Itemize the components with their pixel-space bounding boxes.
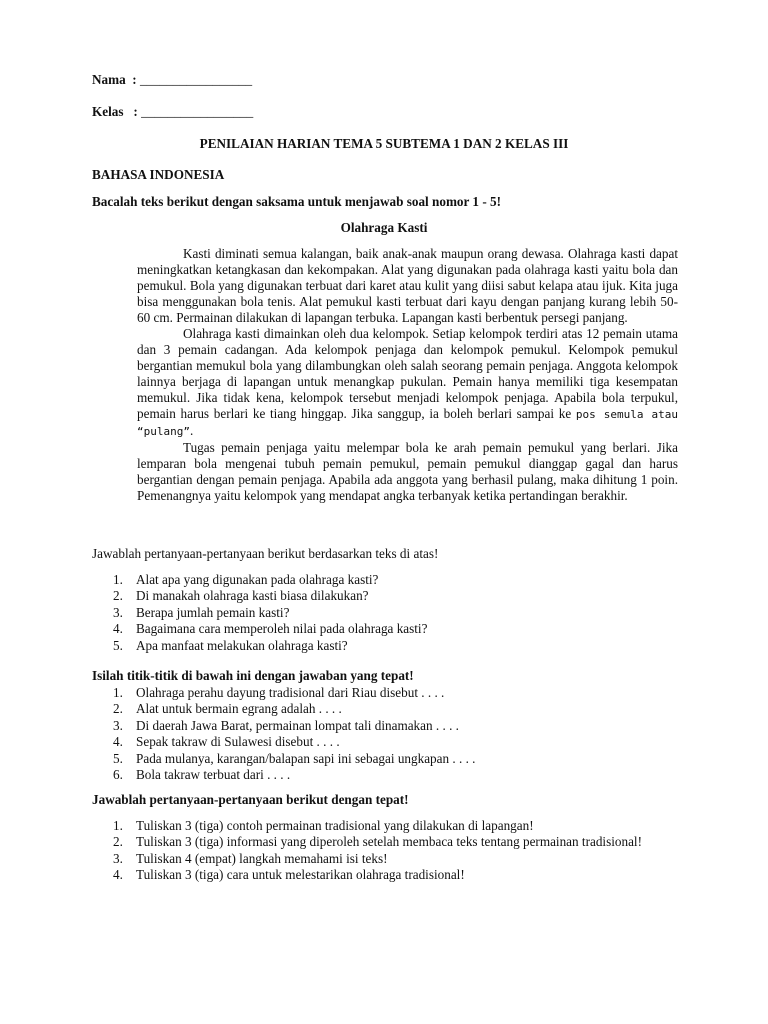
section2-instruction: Isilah titik-titik di bawah ini dengan jawaban yang tepat! — [92, 668, 414, 683]
nama-blank[interactable]: _________________ — [140, 72, 253, 87]
list-item — [113, 605, 653, 621]
story-paragraph-2-end: . — [189, 423, 194, 438]
list-item-number: 1. — [113, 685, 123, 700]
list-item — [113, 638, 653, 654]
story-paragraph-3: Tugas pemain penjaga yaitu melempar bola ke arah pemain pemukul yang berlari. Jika lemparan bola mengenai tubuh pemain pemukul, pemain pemukul dianggap gagal dan harus bergantian dengan pemain penjaga. Apabila ada anggota yang berhasil pulang, maka dihitung 1 poin. Pemenangnya yaitu kelompok yang mendapat angka terbanyak ketika pertandingan berakhir. — [137, 440, 678, 503]
kelas-label: Kelas — [92, 104, 124, 119]
list-item-text: Bola takraw terbuat dari . . . . — [136, 766, 291, 782]
list-item — [113, 701, 653, 717]
section3-list — [113, 818, 653, 884]
list-item-number: 4. — [113, 867, 123, 883]
list-item-text: Tuliskan 3 (tiga) cara untuk melestarikan olahraga tradisional! — [136, 867, 465, 883]
list-item-text: Alat apa yang digunakan pada olahraga kasti? — [136, 572, 379, 587]
list-item — [113, 834, 653, 850]
story-paragraph-1: Kasti diminati semua kalangan, baik anak-anak maupun orang dewasa. Olahraga kasti dapat meningkatkan ketangkasan dan kekompakan. Alat yang digunakan pada olahraga kasti yaitu bola dan pemukul. Bola yang digunakan terbuat dari karet atau kulit yang diisi sabut kelapa atau ijuk. Kita juga bisa menggunakan bola tenis. Alat pemukul kasti terbuat dari kayu dengan panjang kurang lebih 50-60 cm. Permainan dilakukan di lapangan terbuka. Lapangan kasti berbentuk persegi panjang. — [137, 246, 678, 325]
list-item-number: 1. — [113, 572, 123, 587]
kelas-blank[interactable]: _________________ — [141, 104, 254, 119]
list-item — [113, 767, 653, 783]
kelas-field[interactable] — [92, 104, 253, 120]
story-paragraph-2-main: Olahraga kasti dimainkan oleh dua kelompok. Setiap kelompok terdiri atas 12 pemain utama dan 3 pemain cadangan. Ada kelompok penjaga dan kelompok pemukul. Kelompok pemukul bergantian memukul bola yang dilambungkan oleh salah seorang pemain penjaga. Anggota kelompok lainnya berjaga di lapangan untuk menangkap pukulan. Pemain hanya memiliki tiga kesempatan memukul. Jika tidak kena, kelompok tersebut menjadi kelompok penjaga. Apabila bola terpukul, pemain harus berlari ke tiang hinggap. Jika sanggup, ia boleh berlari sampai ke — [137, 326, 678, 421]
list-item-number: 1. — [113, 818, 123, 833]
list-item-text: Tuliskan 3 (tiga) informasi yang diperoleh setelah membaca teks tentang permainan tradisional! — [136, 834, 642, 850]
section1-list — [113, 572, 653, 654]
section3-instruction: Jawablah pertanyaan-pertanyaan berikut dengan tepat! — [92, 792, 409, 807]
list-item-number: 3. — [113, 717, 123, 733]
list-item — [113, 621, 653, 637]
story-paragraph-2-mono: pos semula atau “pulang” — [137, 408, 678, 438]
list-item-text: Tuliskan 4 (empat) langkah memahami isi teks! — [136, 850, 388, 866]
list-item-number: 4. — [113, 734, 123, 750]
list-item-number: 6. — [113, 766, 123, 782]
reading-instruction: Bacalah teks berikut dengan saksama untuk menjawab soal nomor 1 - 5! — [92, 194, 501, 209]
kelas-separator: : — [133, 104, 138, 119]
list-item-text: Berapa jumlah pemain kasti? — [136, 604, 290, 620]
list-item-text: Olahraga perahu dayung tradisional dari Riau disebut . . . . — [136, 685, 445, 700]
list-item-number: 5. — [113, 750, 123, 766]
list-item-text: Pada mulanya, karangan/balapan sapi ini sebagai ungkapan . . . . — [136, 750, 476, 766]
list-item-text: Alat untuk bermain egrang adalah . . . . — [136, 701, 342, 717]
list-item-text: Di manakah olahraga kasti biasa dilakukan? — [136, 588, 369, 604]
story-passage — [137, 246, 678, 504]
list-item-number: 2. — [113, 588, 123, 604]
list-item — [113, 572, 653, 588]
list-item-text: Bagaimana cara memperoleh nilai pada olahraga kasti? — [136, 621, 428, 637]
list-item — [113, 751, 653, 767]
nama-label: Nama — [92, 72, 126, 87]
list-item-number: 3. — [113, 850, 123, 866]
list-item — [113, 718, 653, 734]
list-item — [113, 867, 653, 883]
section2-list — [113, 685, 653, 783]
list-item — [113, 685, 653, 701]
list-item — [113, 734, 653, 750]
section1-instruction: Jawablah pertanyaan-pertanyaan berikut berdasarkan teks di atas! — [92, 546, 439, 561]
nama-separator: : — [132, 72, 137, 87]
list-item-number: 4. — [113, 621, 123, 637]
nama-field[interactable] — [92, 72, 252, 88]
list-item-number: 2. — [113, 834, 123, 850]
list-item-text: Di daerah Jawa Barat, permainan lompat tali dinamakan . . . . — [136, 717, 459, 733]
subject-heading: BAHASA INDONESIA — [92, 167, 225, 182]
story-paragraph-2 — [137, 326, 678, 440]
list-item — [113, 818, 653, 834]
list-item-number: 5. — [113, 637, 123, 653]
list-item-number: 2. — [113, 701, 123, 717]
list-item-number: 3. — [113, 604, 123, 620]
list-item — [113, 588, 653, 604]
list-item-text: Sepak takraw di Sulawesi disebut . . . . — [136, 734, 340, 750]
list-item-text: Apa manfaat melakukan olahraga kasti? — [136, 637, 348, 653]
list-item-text: Tuliskan 3 (tiga) contoh permainan tradisional yang dilakukan di lapangan! — [136, 818, 534, 833]
story-title: Olahraga Kasti — [340, 220, 428, 235]
list-item — [113, 851, 653, 867]
page-title: PENILAIAN HARIAN TEMA 5 SUBTEMA 1 DAN 2 KELAS III — [199, 136, 569, 151]
